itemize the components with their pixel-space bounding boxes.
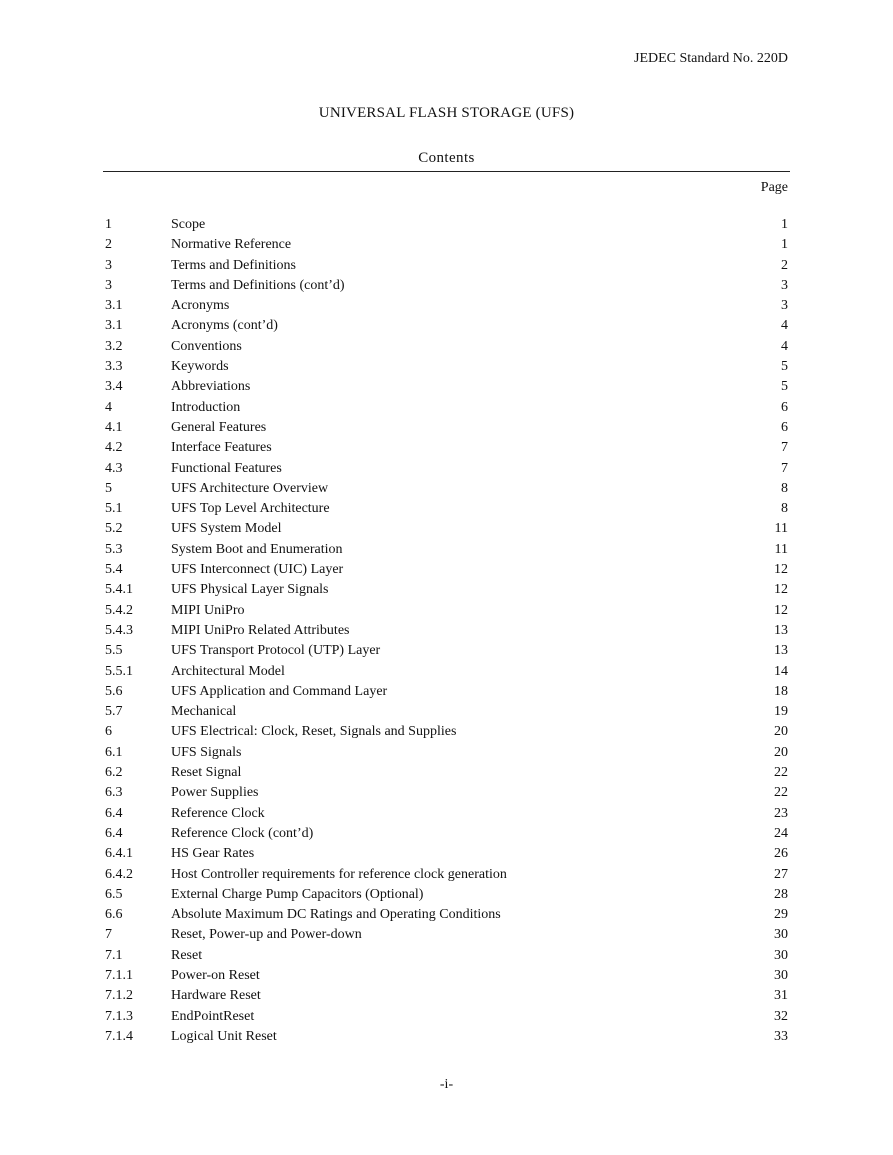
toc-entry-title: Architectural Model [171,663,285,679]
toc-entry-page: 12 [774,582,788,598]
toc-entry-page: 32 [774,1008,788,1024]
contents-heading: Contents [418,150,475,166]
toc-entry-page: 22 [774,765,788,781]
toc-entry[interactable] [105,540,788,560]
toc-entry-title: UFS Application and Command Layer [171,683,388,699]
toc-entry-title: Absolute Maximum DC Ratings and Operating Conditions [171,907,501,923]
toc-entry-title: MIPI UniPro [171,602,245,618]
toc-entry-number: 5.4.1 [105,582,133,598]
toc-entry-number: 3.1 [105,298,123,314]
toc-entry[interactable] [105,316,788,336]
toc-entry[interactable] [105,377,788,397]
toc-entry-page: 11 [774,521,788,537]
toc-entry[interactable] [105,824,788,844]
toc-entry-page: 3 [781,298,788,314]
toc-entry-title: Hardware Reset [171,988,261,1004]
toc-entry-title: Scope [171,217,206,232]
toc-entry-title: System Boot and Enumeration [171,541,343,557]
toc-entry[interactable] [105,966,788,986]
toc-entry-number: 7.1.1 [105,967,133,983]
toc-entry-number: 6.5 [105,886,123,902]
toc-entry-number: 3.3 [105,359,123,375]
toc-entry-title: Acronyms [171,298,230,314]
toc-entry-number: 6.2 [105,765,123,781]
toc-entry[interactable] [105,398,788,418]
toc-entry[interactable] [105,986,788,1006]
toc-entry[interactable] [105,560,788,580]
standard-number: JEDEC Standard No. 220D [634,51,788,66]
toc-entry-number: 5.4.3 [105,622,133,638]
toc-entry-title: Reference Clock (cont’d) [171,825,314,841]
toc-entry-title: Reset, Power-up and Power-down [171,927,362,943]
toc-entry[interactable] [105,1027,788,1047]
toc-entry[interactable] [105,763,788,783]
toc-entry-number: 3 [105,277,112,293]
toc-entry-number: 4.2 [105,440,123,456]
toc-entry-number: 5.6 [105,683,123,699]
toc-entry-title: UFS Top Level Architecture [171,501,330,517]
toc-entry-number: 5.3 [105,541,123,557]
toc-entry-number: 3 [105,257,112,273]
toc-entry-number: 7.1.2 [105,988,133,1004]
toc-entry-number: 5.4 [105,562,123,578]
toc-entry-number: 5.4.2 [105,602,133,618]
toc-entry-number: 6.4 [105,805,123,821]
toc-entry-number: 3.4 [105,379,123,395]
toc-entry-number: 7.1 [105,947,123,963]
toc-entry-number: 3.1 [105,318,123,334]
toc-entry-page: 8 [781,501,788,517]
toc-entry[interactable] [105,844,788,864]
toc-entry-page: 11 [774,541,788,557]
toc-entry[interactable] [105,459,788,479]
toc-entry-title: Functional Features [171,460,282,476]
toc-entry-title: Acronyms (cont’d) [171,318,278,334]
toc-entry-title: UFS Architecture Overview [171,480,329,496]
toc-entry-title: EndPointReset [171,1008,255,1024]
toc-entry-title: Terms and Definitions [171,257,296,273]
toc-entry-number: 5.1 [105,501,123,517]
toc-entry-page: 30 [774,967,788,983]
heading-rule [103,171,790,172]
table-of-contents [105,215,788,1047]
toc-entry-page: 29 [774,907,788,923]
toc-entry-page: 7 [781,440,788,456]
toc-entry-page: 23 [774,805,788,821]
toc-entry-page: 27 [774,866,788,882]
toc-entry[interactable] [105,601,788,621]
toc-entry-number: 4.3 [105,460,123,476]
toc-entry-title: Introduction [171,399,241,415]
toc-entry-title: Reset Signal [171,765,242,781]
toc-entry-title: Power-on Reset [171,967,260,983]
toc-entry[interactable] [105,296,788,316]
toc-entry-number: 2 [105,237,112,253]
toc-entry[interactable] [105,682,788,702]
toc-entry-title: Abbreviations [171,379,251,395]
toc-entry-title: Power Supplies [171,785,259,801]
document-title: UNIVERSAL FLASH STORAGE (UFS) [318,105,575,121]
toc-entry-page: 1 [781,237,788,253]
toc-entry[interactable] [105,235,788,255]
toc-entry-title: UFS Transport Protocol (UTP) Layer [171,643,381,659]
toc-entry-page: 8 [781,480,788,496]
toc-entry-page: 28 [774,886,788,902]
toc-entry-page: 2 [781,257,788,273]
toc-entry-page: 12 [774,562,788,578]
toc-entry-page: 20 [774,724,788,740]
toc-entry-page: 14 [774,663,788,679]
toc-entry[interactable] [105,946,788,966]
toc-entry-number: 6.3 [105,785,123,801]
toc-entry-page: 33 [774,1028,788,1044]
toc-entry[interactable] [105,722,788,742]
toc-entry-number: 5.2 [105,521,123,537]
toc-entry-number: 1 [105,217,112,232]
toc-entry[interactable] [105,905,788,925]
toc-entry-title: External Charge Pump Capacitors (Optional) [171,886,424,902]
toc-entry-page: 7 [781,460,788,476]
toc-entry-page: 4 [781,318,788,334]
toc-entry-title: Reset [171,947,203,963]
toc-entry-title: Host Controller requirements for reference clock generation [171,866,507,882]
toc-entry-title: Normative Reference [171,237,292,253]
toc-entry-title: UFS Signals [171,744,242,760]
toc-entry-title: UFS Interconnect (UIC) Layer [171,562,344,578]
toc-entry-page: 5 [781,359,788,375]
toc-entry-page: 4 [781,338,788,354]
toc-entry[interactable] [105,662,788,682]
toc-entry-number: 5.7 [105,704,123,720]
toc-entry-page: 12 [774,602,788,618]
toc-entry-number: 3.2 [105,338,123,354]
toc-entry-number: 6.6 [105,907,123,923]
toc-entry-number: 5.5 [105,643,123,659]
toc-entry[interactable] [105,621,788,641]
page-footer-number: -i- [439,1077,454,1092]
toc-entry[interactable] [105,804,788,824]
toc-entry[interactable] [105,215,788,235]
page-column-label: Page [760,180,788,195]
toc-entry-page: 24 [774,825,788,841]
toc-entry-title: UFS Physical Layer Signals [171,582,329,598]
toc-entry[interactable] [105,783,788,803]
toc-entry-number: 7.1.4 [105,1028,133,1044]
toc-entry[interactable] [105,885,788,905]
toc-entry[interactable] [105,1007,788,1027]
toc-entry-page: 13 [774,622,788,638]
toc-entry-title: UFS System Model [171,521,282,537]
toc-entry-title: General Features [171,419,267,435]
toc-entry[interactable] [105,519,788,539]
toc-entry-page: 22 [774,785,788,801]
toc-entry-title: HS Gear Rates [171,846,255,862]
toc-entry-page: 31 [774,988,788,1004]
toc-entry-number: 6.1 [105,744,123,760]
toc-entry-number: 7 [105,927,112,943]
toc-entry[interactable] [105,357,788,377]
toc-entry-number: 5.5.1 [105,663,133,679]
toc-entry[interactable] [105,743,788,763]
toc-entry[interactable] [105,702,788,722]
toc-entry-number: 4 [105,399,112,415]
toc-entry[interactable] [105,438,788,458]
toc-entry-number: 6.4 [105,825,123,841]
toc-entry[interactable] [105,499,788,519]
toc-entry-page: 6 [781,399,788,415]
toc-entry-number: 6.4.1 [105,846,133,862]
toc-entry[interactable] [105,256,788,276]
toc-entry-page: 30 [774,927,788,943]
toc-entry-page: 1 [781,217,788,232]
toc-entry-title: Reference Clock [171,805,265,821]
toc-entry[interactable] [105,925,788,945]
toc-entry-page: 6 [781,419,788,435]
toc-entry[interactable] [105,276,788,296]
toc-entry-title: Mechanical [171,704,237,720]
toc-entry[interactable] [105,641,788,661]
toc-entry-page: 30 [774,947,788,963]
toc-entry-page: 5 [781,379,788,395]
toc-entry-title: Keywords [171,359,229,375]
toc-entry[interactable] [105,580,788,600]
toc-entry-page: 26 [774,846,788,862]
toc-entry-number: 7.1.3 [105,1008,133,1024]
toc-entry[interactable] [105,337,788,357]
toc-entry-title: Logical Unit Reset [171,1028,277,1044]
toc-entry[interactable] [105,479,788,499]
toc-entry-page: 20 [774,744,788,760]
toc-entry-title: Interface Features [171,440,272,456]
toc-entry[interactable] [105,865,788,885]
toc-entry-page: 19 [774,704,788,720]
toc-entry-title: MIPI UniPro Related Attributes [171,622,350,638]
toc-entry-page: 13 [774,643,788,659]
toc-entry-number: 6 [105,724,112,740]
toc-entry-page: 18 [774,683,788,699]
toc-entry-number: 6.4.2 [105,866,133,882]
toc-entry-number: 5 [105,480,112,496]
toc-entry-title: Terms and Definitions (cont’d) [171,277,345,293]
toc-entry-page: 3 [781,277,788,293]
toc-entry[interactable] [105,418,788,438]
toc-entry-title: Conventions [171,338,242,354]
toc-entry-number: 4.1 [105,419,123,435]
toc-entry-title: UFS Electrical: Clock, Reset, Signals and Supplies [171,724,457,740]
